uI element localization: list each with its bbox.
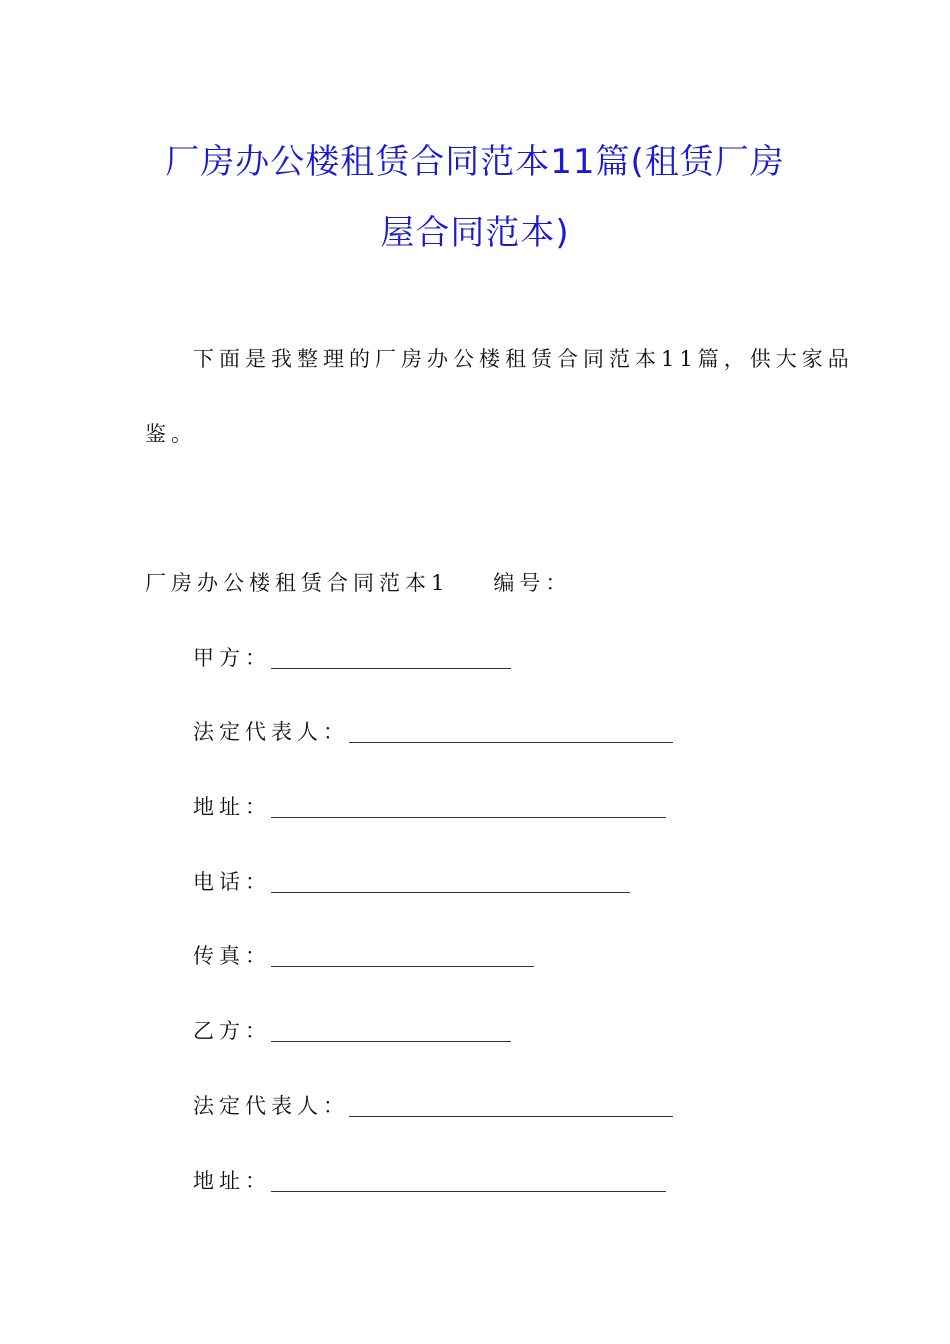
intro-paragraph-line-2: 鉴。 [145,422,197,446]
contract-title: 厂房办公楼租赁合同范本1 [145,571,450,595]
party-b-field [193,1021,511,1042]
party-a-fax-field [193,946,534,967]
party-a-legal-rep-blank [349,741,673,743]
contract-heading [145,573,571,594]
party-a-legal-rep-field [193,722,673,743]
party-a-phone-field [193,872,630,893]
party-a-address-field [193,797,666,818]
contract-number-label: 编号： [493,571,572,595]
party-b-label: 乙方： [193,1019,271,1043]
party-a-field [193,648,511,669]
party-a-fax-label: 传真： [193,944,271,968]
party-a-address-label: 地址： [193,795,271,819]
party-a-phone-label: 电话： [193,870,271,894]
party-b-blank [271,1040,511,1042]
party-a-blank [271,667,511,669]
party-a-address-blank [271,816,666,818]
party-b-address-blank [271,1190,666,1192]
party-b-address-label: 地址： [193,1169,271,1193]
party-b-address-field [193,1171,666,1192]
party-b-legal-rep-blank [349,1115,673,1117]
intro-paragraph-line-1: 下面是我整理的厂房办公楼租赁合同范本11篇，供大家品 [193,347,854,371]
party-b-legal-rep-field [193,1096,673,1117]
party-b-legal-rep-label: 法定代表人： [193,1094,349,1118]
document-title-line-1: 厂房办公楼租赁合同范本11篇(租赁厂房 [165,142,785,182]
party-a-legal-rep-label: 法定代表人： [193,720,349,744]
party-a-fax-blank [271,965,534,967]
party-a-phone-blank [271,891,630,893]
party-a-label: 甲方： [193,646,271,670]
document-title-line-2: 屋合同范本) [380,213,570,253]
